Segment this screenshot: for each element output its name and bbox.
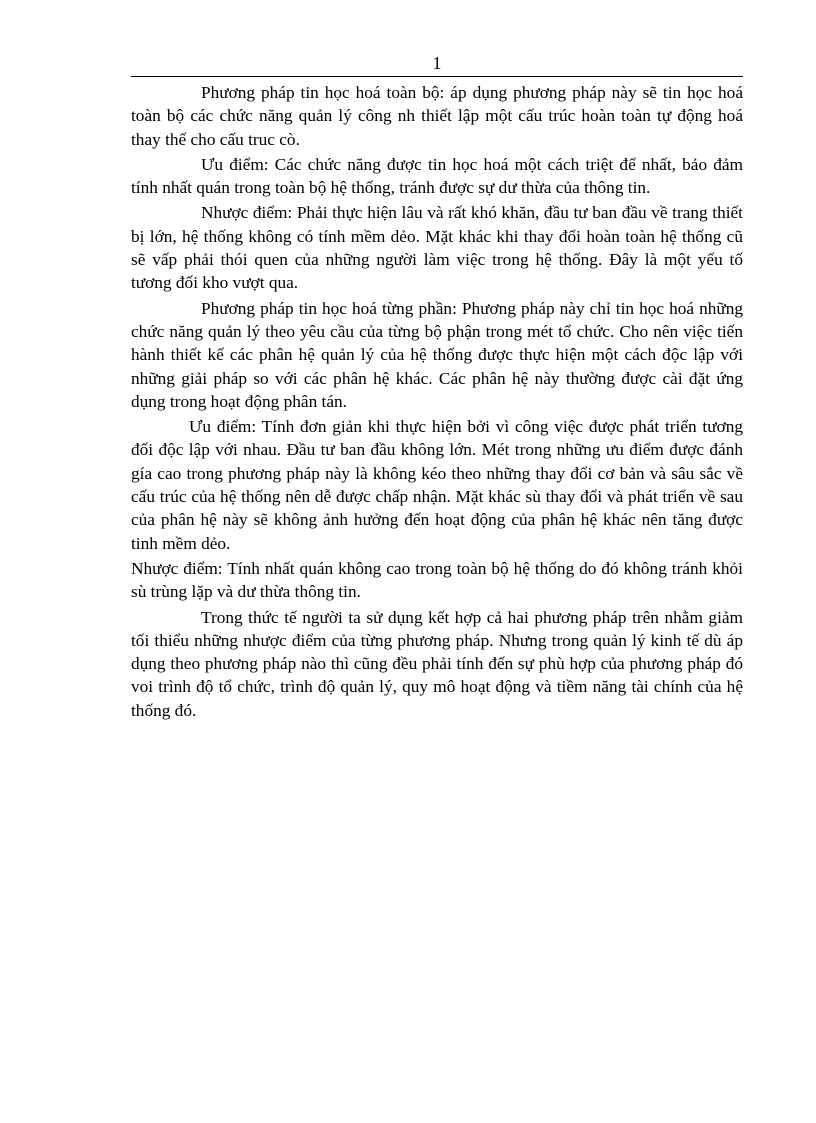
document-page — [131, 52, 743, 724]
paragraph-full-disadvantages: Nhược điểm: Phải thực hiện lâu và rất khó khăn, đầu tư ban đầu về trang thiết bị lớn, hệ thống không có tính mềm dẻo. Mặt khác khi thay đổi hoàn toàn hệ thống cũ sẽ vấp phải thói quen của những người làm việc trong hệ thống. Đây là một yếu tố tương đối kho vượt qua. — [131, 203, 743, 293]
paragraph-full-advantages: Ưu điểm: Các chức năng được tin học hoá một cách triệt để nhất, bảo đảm tính nhất quán trong toàn bộ hệ thống, tránh được sự dư thừa của thông tin. — [131, 154, 743, 198]
page-number: 1 — [432, 53, 442, 73]
paragraph-full-computerization: Phương pháp tin học hoá toàn bộ: áp dụng phương pháp này sẽ tin học hoá toàn bộ các chức năng quản lý công nh thiết lập một cấu trúc hoàn toàn tự động hoá thay thế cho cấu truc cò. — [131, 83, 743, 149]
header-divider — [131, 76, 743, 77]
paragraph-conclusion: Trong thức tế người ta sử dụng kết hợp cả hai phương pháp trên nhằm giảm tối thiểu những nhược điểm của từng phương pháp. Nhưng trong quản lý kinh tế dù áp dụng theo phương pháp nào thì cũng đều phải tính đến sự phù hợp của phương pháp đó voi trình độ tổ chức, trình độ quản lý, quy mô hoạt động và tiềm năng tài chính của hệ thống đó. — [131, 607, 743, 720]
document-body — [131, 81, 743, 722]
paragraph-partial-computerization: Phương pháp tin học hoá từng phần: Phương pháp này chỉ tin học hoá những chức năng quản lý theo yêu cầu của từng bộ phận trong mét tổ chức. Cho nên việc tiến hành thiết kế các phân hệ quản lý của hệ thống được thực hiện một cách độc lập với những giải pháp so với các phân hệ khác. Các phân hệ này thường được cài đặt ứng dụng trong hoạt động phân tán. — [131, 298, 743, 411]
paragraph-partial-disadvantages: Nhược điểm: Tính nhất quán không cao trong toàn bộ hệ thống do đó không tránh khỏi sù trùng lặp và dư thừa thông tin. — [131, 558, 743, 602]
paragraph-partial-advantages: Ưu điểm: Tính đơn giản khi thực hiện bởi vì công việc được phát triển tương đối độc lập với nhau. Đầu tư ban đầu không lớn. Mét trong những ưu điểm được đánh gía cao trong phương pháp này là không kéo theo những thay đổi cơ bản và sâu sắc về cấu trúc của hệ thống nên dễ được chấp nhận. Mặt khác sù thay đổi và phát triển về sau của phân hệ này sẽ không ảnh hưởng đến hoạt động của phân hệ khác nên tăng được tinh mềm dẻo. — [131, 417, 743, 553]
